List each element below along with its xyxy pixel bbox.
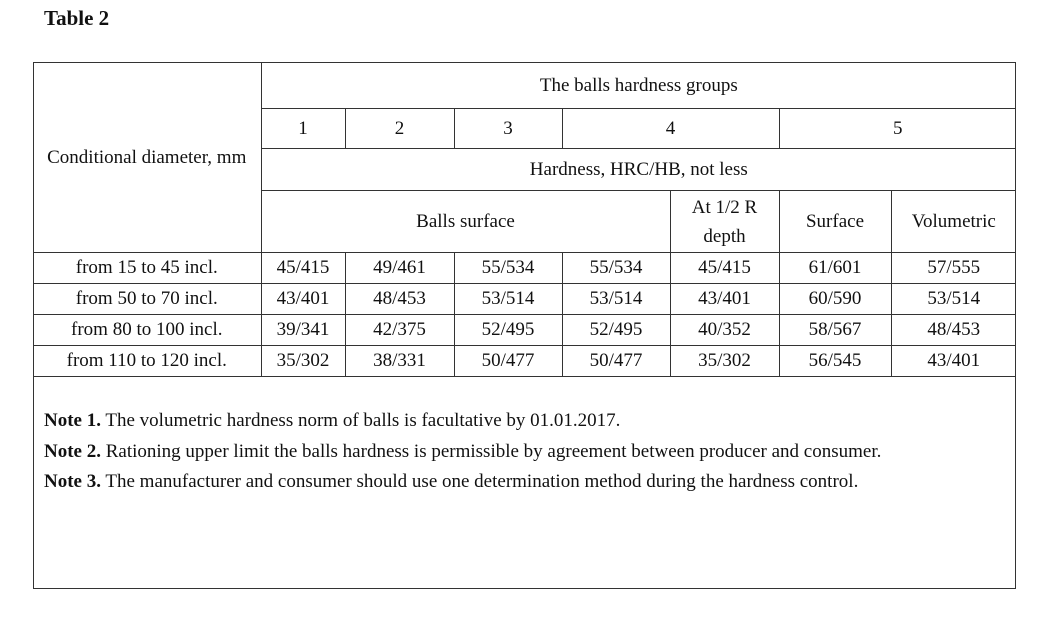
table-row: [33, 346, 1016, 377]
value-cell: 57/555: [891, 253, 1016, 284]
note-2: [44, 437, 984, 468]
value-cell: 50/477: [454, 346, 562, 377]
note-1: [44, 406, 984, 437]
hardness-header: Hardness, HRC/HB, not less: [261, 149, 1016, 191]
group-number: 3: [454, 109, 562, 149]
value-cell: 50/477: [562, 346, 670, 377]
group-number: 1: [261, 109, 345, 149]
notes-block: [44, 406, 984, 498]
table-row: [33, 253, 1016, 284]
group-number: 4: [562, 109, 779, 149]
value-cell: 52/495: [562, 315, 670, 346]
value-cell: 39/341: [261, 315, 345, 346]
value-cell: 53/514: [454, 284, 562, 315]
value-cell: 58/567: [779, 315, 891, 346]
hardness-table: [33, 62, 1016, 377]
group-number: 2: [345, 109, 454, 149]
value-cell: 55/534: [562, 253, 670, 284]
diameter-cell: from 110 to 120 incl.: [33, 346, 261, 377]
value-cell: 35/302: [261, 346, 345, 377]
value-cell: 48/453: [345, 284, 454, 315]
value-cell: 42/375: [345, 315, 454, 346]
value-cell: 53/514: [891, 284, 1016, 315]
value-cell: 52/495: [454, 315, 562, 346]
group-number: 5: [779, 109, 1016, 149]
diameter-header: Conditional diameter, mm: [33, 62, 261, 253]
value-cell: 38/331: [345, 346, 454, 377]
value-cell: 55/534: [454, 253, 562, 284]
diameter-cell: from 80 to 100 incl.: [33, 315, 261, 346]
value-cell: 45/415: [261, 253, 345, 284]
value-cell: 49/461: [345, 253, 454, 284]
diameter-cell: from 50 to 70 incl.: [33, 284, 261, 315]
value-cell: 53/514: [562, 284, 670, 315]
surface-header: Surface: [779, 191, 891, 253]
groups-header: The balls hardness groups: [261, 62, 1016, 109]
diameter-cell: from 15 to 45 incl.: [33, 253, 261, 284]
value-cell: 43/401: [261, 284, 345, 315]
value-cell: 35/302: [670, 346, 779, 377]
table-row: [33, 315, 1016, 346]
value-cell: 48/453: [891, 315, 1016, 346]
value-cell: 60/590: [779, 284, 891, 315]
value-cell: 45/415: [670, 253, 779, 284]
note-label: Note 1.: [44, 410, 101, 431]
table-row: [33, 284, 1016, 315]
value-cell: 56/545: [779, 346, 891, 377]
note-3: [44, 467, 984, 498]
value-cell: 43/401: [891, 346, 1016, 377]
note-text: The volumetric hardness norm of balls is facultative by 01.01.2017.: [100, 410, 621, 431]
note-text: The manufacturer and consumer should use one determination method during the hardness control.: [100, 471, 859, 492]
value-cell: 43/401: [670, 284, 779, 315]
note-label: Note 2.: [44, 440, 101, 462]
value-cell: 61/601: [779, 253, 891, 284]
table-caption: Table 2: [44, 6, 110, 30]
value-cell: 40/352: [670, 315, 779, 346]
note-text: Rationing upper limit the balls hardness is permissible by agreement between producer and consumer.: [100, 440, 882, 462]
balls-surface-header: Balls surface: [261, 191, 670, 253]
note-label: Note 3.: [44, 471, 101, 492]
volumetric-header: Volumetric: [891, 191, 1016, 253]
half-r-depth-header: At 1/2 R depth: [670, 191, 779, 253]
